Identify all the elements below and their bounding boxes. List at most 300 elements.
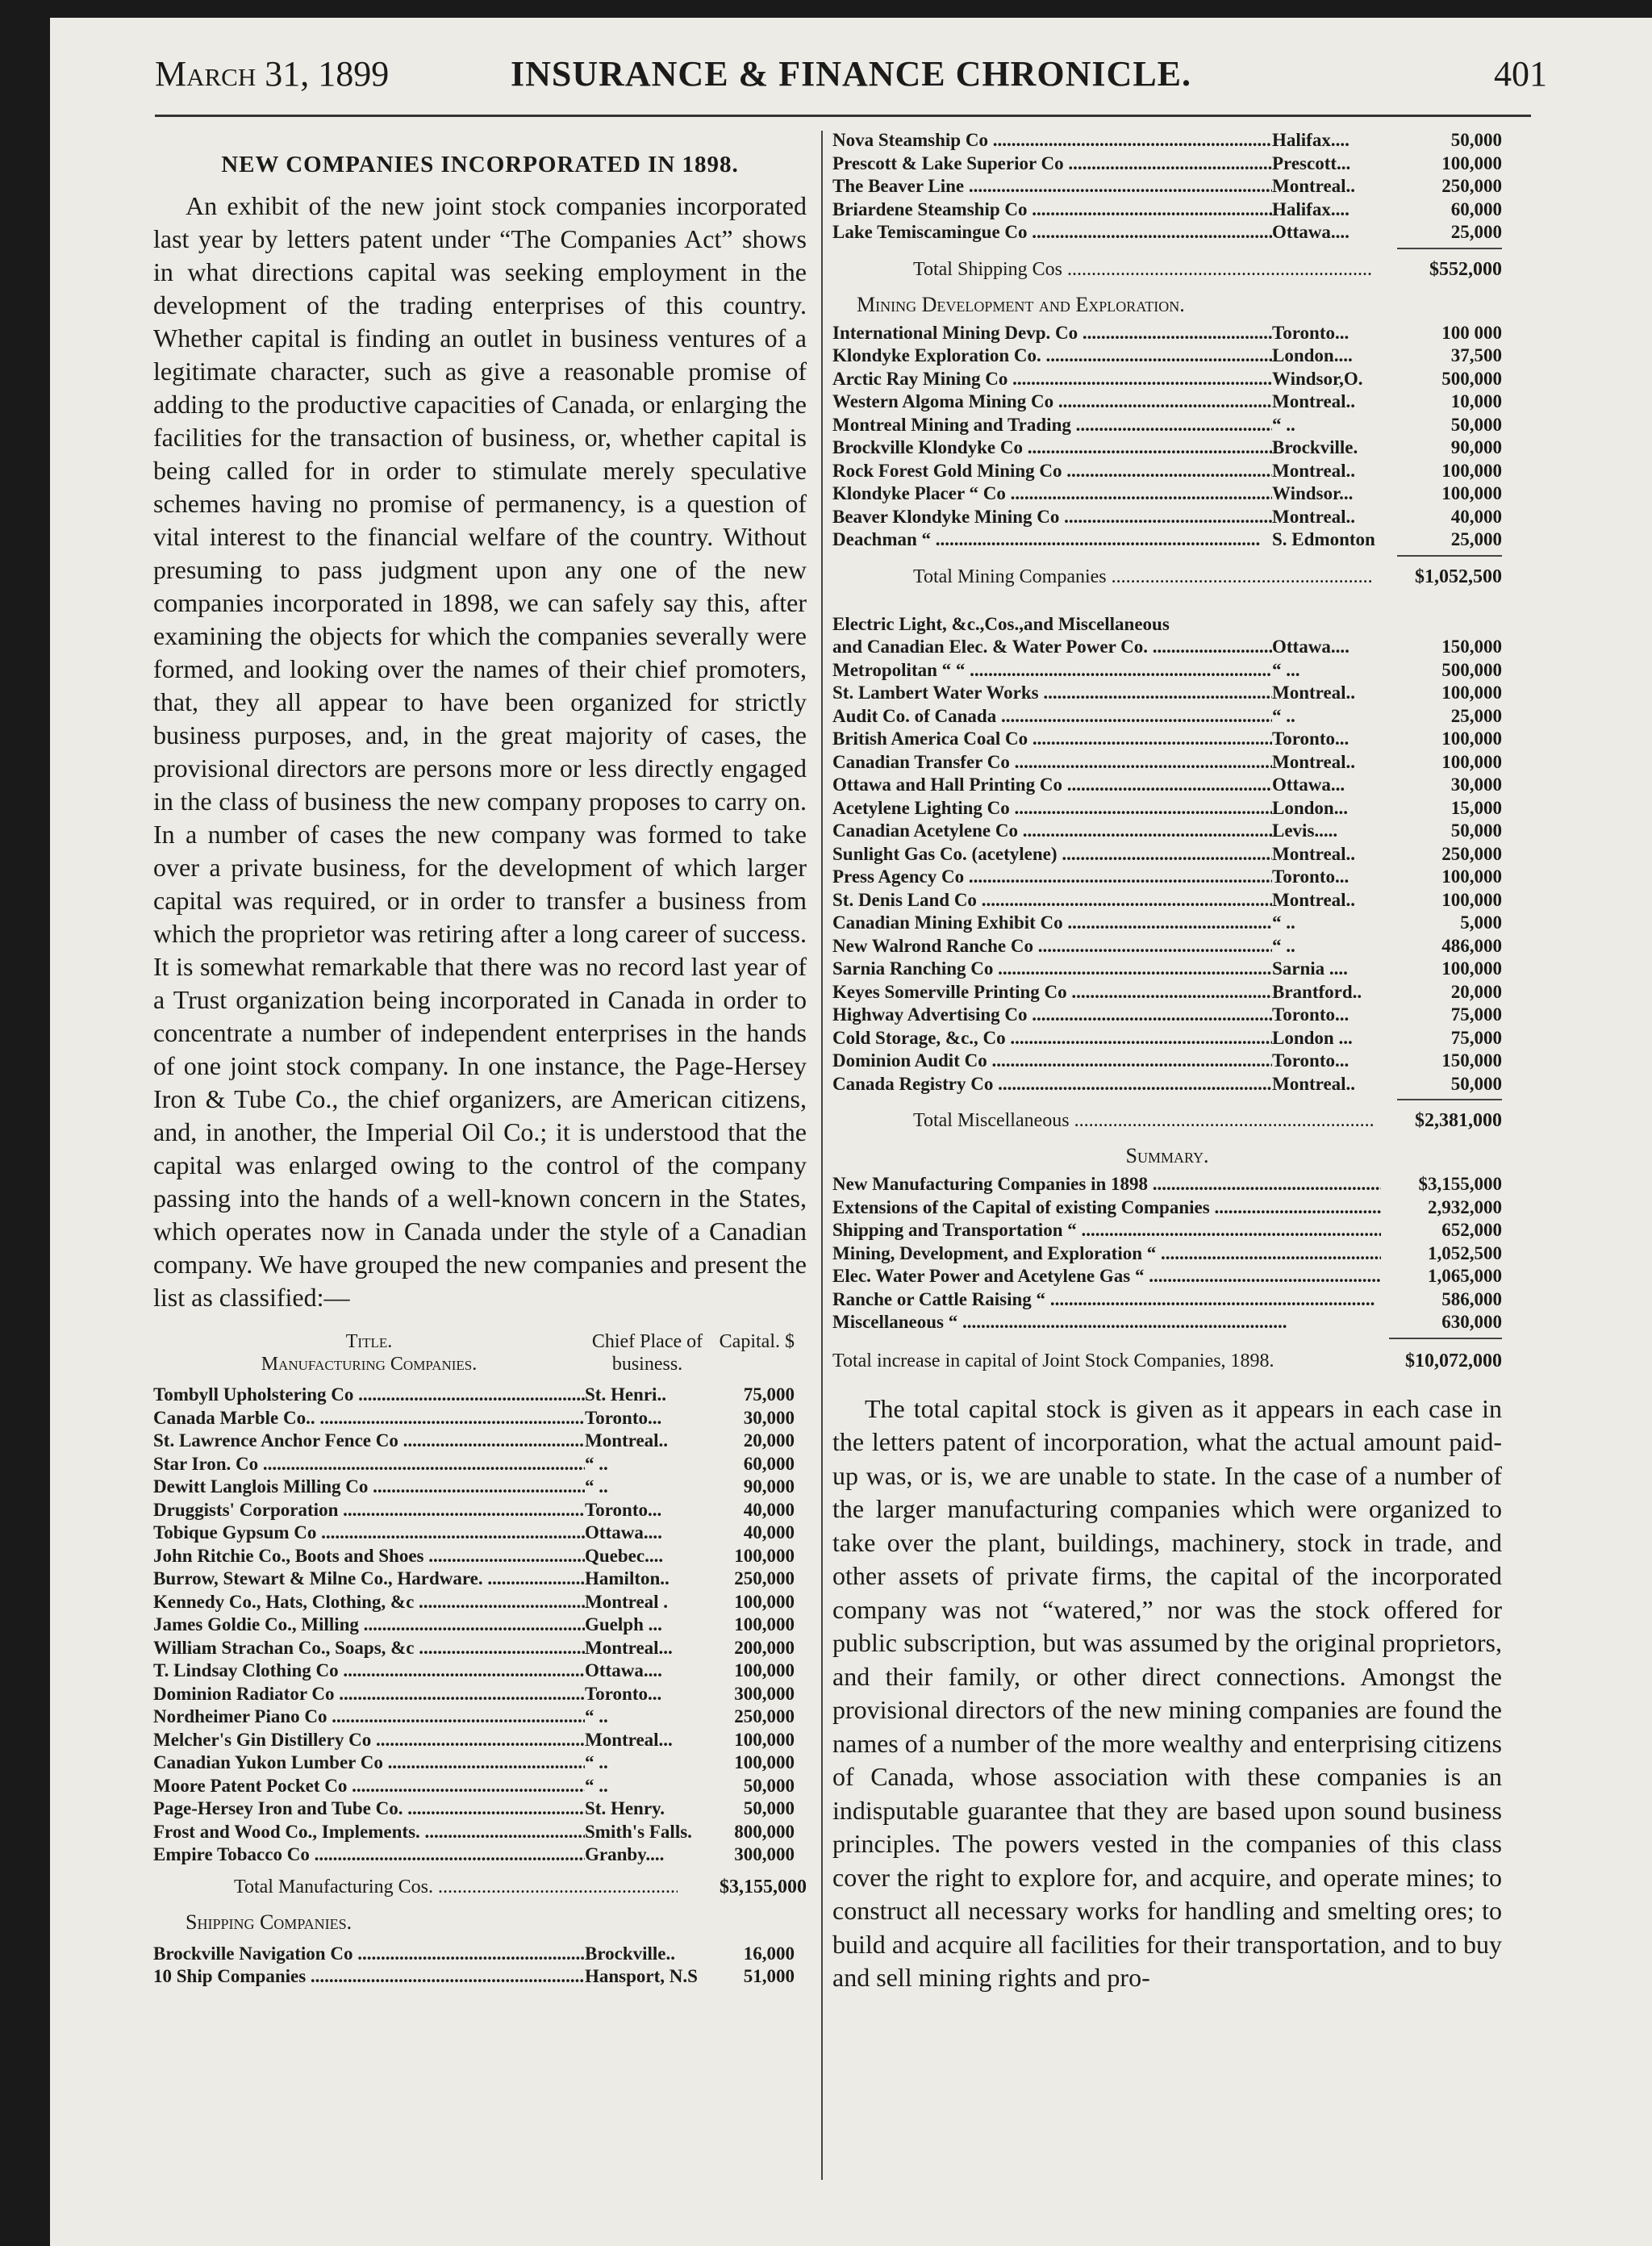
manufacturing-total	[153, 1875, 807, 1899]
company-name: T. Lindsay Clothing Co .....	[153, 1659, 585, 1683]
company-name: St. Lambert Water Works .....	[832, 682, 1272, 705]
place-of-business: Prescott...	[1272, 152, 1351, 173]
capital-value: 25,000	[1450, 705, 1502, 726]
company-name: Lake Temiscamingue Co .....	[832, 221, 1272, 244]
capital-value: 800,000	[734, 1821, 795, 1842]
place-of-business: St. Henri..	[585, 1384, 666, 1405]
place-of-business: Montreal...	[585, 1637, 673, 1658]
table-row	[832, 613, 1502, 637]
company-name: Press Agency Co .....	[832, 866, 1272, 889]
summary-total-value: $10,072,000	[1405, 1350, 1502, 1371]
place-of-business: “ ..	[1272, 935, 1295, 956]
table-row	[832, 889, 1502, 912]
table-row	[832, 528, 1502, 552]
place-of-business: Montreal..	[1272, 889, 1356, 910]
place-of-business: Halifax....	[1272, 198, 1350, 219]
place-of-business: Ottawa...	[1272, 774, 1345, 795]
issue-date: March 31, 1899	[155, 54, 390, 94]
capital-value	[1405, 613, 1502, 637]
company-name: Canadian Yukon Lumber Co .....	[153, 1751, 585, 1775]
table-row	[832, 728, 1502, 751]
company-name: Nova Steamship Co .....	[832, 129, 1272, 152]
company-name: 10 Ship Companies .....	[153, 1965, 585, 1989]
capital-value: $3,155,000	[1418, 1174, 1502, 1194]
company-name: Canada Marble Co.. .....	[153, 1407, 585, 1430]
table-row	[832, 506, 1502, 529]
capital-value: 630,000	[1441, 1312, 1502, 1332]
table-row	[153, 1384, 807, 1407]
place-of-business: Guelph ...	[585, 1614, 662, 1634]
company-name: Highway Advertising Co .....	[832, 1004, 1272, 1027]
capital-value: 100,000	[1441, 751, 1502, 772]
company-name: Audit Co. of Canada .....	[832, 705, 1272, 728]
capital-value: 25,000	[1450, 222, 1502, 242]
capital-value: 100,000	[1441, 152, 1502, 173]
company-name: Moore Patent Pocket Co .....	[153, 1775, 585, 1798]
capital-value: 30,000	[743, 1407, 795, 1428]
mining-heading: Mining Development and Exploration.	[857, 292, 1185, 316]
place-of-business: S. Edmonton	[1272, 529, 1375, 549]
table-row	[832, 912, 1502, 935]
total-value: $1,052,500	[1415, 566, 1502, 587]
left-column	[153, 136, 807, 1989]
place-of-business: Toronto...	[1272, 866, 1350, 887]
table-row	[153, 1499, 807, 1522]
capital-value: 51,000	[743, 1966, 795, 1986]
total-value: $3,155,000	[720, 1876, 807, 1897]
place-of-business: Windsor,O.	[1272, 368, 1363, 389]
header-title-label: Title.	[345, 1331, 393, 1352]
place-of-business: Montreal..	[1272, 176, 1356, 196]
capital-value: 100 000	[1441, 322, 1502, 343]
summary-total	[832, 1349, 1502, 1373]
company-name: Druggists' Corporation .....	[153, 1499, 585, 1522]
place-of-business: Montreal..	[1272, 843, 1356, 864]
table-row	[153, 1453, 807, 1476]
table-row	[153, 1751, 807, 1775]
capital-value: 100,000	[1441, 483, 1502, 503]
capital-value: 100,000	[1441, 958, 1502, 979]
table-row	[832, 866, 1502, 889]
company-name: New Manufacturing Companies in 1898 .....	[832, 1173, 1381, 1196]
column-header-capital: Capital. $	[719, 1331, 795, 1352]
place-of-business: London ...	[1272, 1027, 1353, 1048]
company-name: St. Denis Land Co .....	[832, 889, 1272, 912]
capital-value: 25,000	[1450, 529, 1502, 549]
place-of-business: Brockville..	[585, 1943, 676, 1964]
table-row	[832, 414, 1502, 437]
capital-value: 100,000	[734, 1729, 795, 1750]
company-name: Sunlight Gas Co. (acetylene) .....	[832, 843, 1272, 866]
table-row	[153, 1965, 807, 1989]
summary-list	[832, 1173, 1502, 1334]
place-of-business	[1272, 613, 1405, 637]
capital-value: 586,000	[1441, 1288, 1502, 1309]
header-rule	[155, 115, 1531, 117]
publication-title: INSURANCE & FINANCE CHRONICLE.	[510, 54, 1192, 94]
table-row	[832, 751, 1502, 774]
company-name: Tombyll Upholstering Co .....	[153, 1384, 585, 1407]
capital-value: 100,000	[734, 1752, 795, 1772]
table-row	[832, 1196, 1502, 1220]
capital-value: 250,000	[734, 1706, 795, 1726]
table-row	[153, 1591, 807, 1614]
place-of-business: Quebec....	[585, 1545, 664, 1566]
capital-value: 100,000	[1441, 460, 1502, 481]
company-name: Klondyke Exploration Co. .....	[832, 344, 1272, 368]
company-name: Western Algoma Mining Co .....	[832, 390, 1272, 414]
company-name: Sarnia Ranching Co .....	[832, 958, 1272, 981]
capital-value: 1,052,500	[1428, 1242, 1502, 1263]
company-name: Canadian Mining Exhibit Co .....	[832, 912, 1272, 935]
place-of-business: Montreal...	[585, 1729, 673, 1750]
table-row	[832, 482, 1502, 506]
place-of-business: London...	[1272, 797, 1348, 818]
table-row	[153, 1430, 807, 1453]
capital-value: 150,000	[1441, 1050, 1502, 1071]
place-of-business: Toronto...	[1272, 728, 1350, 749]
manufacturing-list	[153, 1384, 807, 1867]
company-name: Ottawa and Hall Printing Co .....	[832, 774, 1272, 797]
capital-value: 50,000	[1450, 1073, 1502, 1094]
capital-value: 40,000	[743, 1499, 795, 1520]
table-row	[832, 659, 1502, 683]
capital-value: 500,000	[1441, 368, 1502, 389]
capital-value: 100,000	[734, 1614, 795, 1634]
company-name: Acetylene Lighting Co .....	[832, 797, 1272, 820]
company-name: Burrow, Stewart & Milne Co., Hardware. .....	[153, 1568, 585, 1591]
capital-value: 20,000	[743, 1430, 795, 1451]
table-row	[832, 1311, 1502, 1334]
place-of-business: Brantford..	[1272, 981, 1362, 1002]
capital-value: 5,000	[1460, 912, 1502, 933]
table-row	[832, 368, 1502, 391]
mining-list	[832, 322, 1502, 552]
capital-value: 50,000	[1450, 414, 1502, 435]
place-of-business: Toronto...	[1272, 322, 1350, 343]
capital-value: 100,000	[734, 1660, 795, 1680]
table-row	[832, 1027, 1502, 1050]
place-of-business: Montreal..	[1272, 751, 1356, 772]
table-row	[832, 935, 1502, 958]
table-row	[153, 1659, 807, 1683]
table-row	[832, 636, 1502, 659]
place-of-business: Montreal..	[1272, 1073, 1356, 1094]
company-name: Prescott & Lake Superior Co .....	[832, 152, 1272, 176]
summary-sum-rule	[1389, 1338, 1502, 1339]
column-header-place: Chief Place of business.	[591, 1331, 703, 1375]
capital-value: 60,000	[1450, 198, 1502, 219]
company-name: Elec. Water Power and Acetylene Gas “ .....	[832, 1265, 1381, 1288]
table-row	[832, 175, 1502, 198]
total-label: Total Mining Companies .....	[832, 565, 1373, 589]
place-of-business: Brockville.	[1272, 437, 1358, 457]
shipping-list-left	[153, 1943, 807, 1989]
misc-sum-rule	[1397, 1099, 1502, 1100]
company-name: Kennedy Co., Hats, Clothing, &c .....	[153, 1591, 585, 1614]
capital-value: 50,000	[1450, 820, 1502, 841]
shipping-heading: Shipping Companies.	[186, 1910, 353, 1934]
place-of-business: “ ..	[1272, 414, 1295, 435]
company-name: British America Coal Co .....	[832, 728, 1272, 751]
place-of-business: Montreal..	[1272, 391, 1356, 411]
company-name: Beaver Klondyke Mining Co .....	[832, 506, 1272, 529]
table-row	[832, 958, 1502, 981]
place-of-business: Montreal..	[1272, 683, 1356, 703]
table-row	[832, 1050, 1502, 1073]
page-number: 401	[1494, 54, 1547, 94]
table-row	[832, 129, 1502, 152]
table-row	[832, 198, 1502, 222]
capital-value: 2,932,000	[1428, 1196, 1502, 1217]
company-name: Frost and Wood Co., Implements. .....	[153, 1821, 585, 1844]
place-of-business: “ ...	[1272, 659, 1300, 680]
capital-value: 250,000	[1441, 843, 1502, 864]
table-row	[832, 460, 1502, 483]
capital-value: 10,000	[1450, 391, 1502, 411]
capital-value: 37,500	[1450, 345, 1502, 365]
company-name: Melcher's Gin Distillery Co .....	[153, 1729, 585, 1752]
place-of-business: Montreal .	[585, 1591, 669, 1612]
place-of-business: Sarnia ....	[1272, 958, 1348, 979]
company-name: Extensions of the Capital of existing Companies .....	[832, 1196, 1381, 1220]
capital-value: 40,000	[743, 1522, 795, 1543]
place-of-business: “ ..	[585, 1706, 608, 1726]
table-row	[832, 797, 1502, 820]
table-row	[832, 774, 1502, 797]
place-of-business: Smith's Falls.	[585, 1821, 692, 1842]
place-of-business: Montreal..	[585, 1430, 669, 1451]
place-of-business: Toronto...	[585, 1407, 662, 1428]
place-of-business: Halifax....	[1272, 130, 1350, 150]
company-name: Empire Tobacco Co .....	[153, 1843, 585, 1867]
table-row	[153, 1821, 807, 1844]
capital-value: 100,000	[1441, 683, 1502, 703]
table-row	[832, 221, 1502, 244]
table-row	[153, 1614, 807, 1637]
article-paragraph: An exhibit of the new joint stock companies incorporated last year by letters patent under “The Companies Act” shows in what directions capital was seeking employment in the development of the trading enterprises of this country. Whether capital is finding an outlet in business ventures of a legitimate character, such as give a reasonable promise of adding to the productive capacities of Canada, or enlarging the facilities for the transaction of business, or, whether capital is being called for in order to stimulate merely speculative schemes having no promise of permanency, is a question of vital interest to the financial welfare of the country. Without presuming to pass judgment upon any one of the new companies incorporated in 1898, we can safely say this, after examining the objects for which the companies severally were formed, and looking over the names of their chief promoters, that, they all appear to have been organized for strictly business purposes, and, in the great majority of cases, the provisional directors are persons more or less directly engaged in the class of business the new company proposes to carry on. In a number of cases the new company was formed to take over a private business, for the development of which larger capital was required, or in order to transfer a business from which the proprietor was retiring after a long career of success. It is somewhat remarkable that there was no record last year of a Trust organization being incorporated in Canada in order to concentrate a number of independent enterprises in the hands of one joint stock company. In one instance, the Page-Hersey Iron & Tube Co., the chief organizers, are American citizens, and, in another, the Imperial Oil Co.; it is understood that the capital was enlarged owing to the control of the company passing into the hands of a well-known concern in the States, which operates now in Canada under the style of a Canadian company. We have grouped the new companies and present the list as classified:—	[153, 191, 807, 1312]
table-row	[832, 390, 1502, 414]
summary-total-label: Total increase in capital of Joint Stock Companies, 1898.	[832, 1350, 1274, 1371]
place-of-business: Windsor...	[1272, 483, 1354, 503]
capital-value: 652,000	[1441, 1220, 1502, 1240]
table-row	[832, 322, 1502, 345]
table-row	[153, 1943, 807, 1966]
place-of-business: Ottawa....	[585, 1660, 662, 1680]
table-row	[153, 1843, 807, 1867]
capital-value: 50,000	[743, 1798, 795, 1818]
miscellaneous-list	[832, 613, 1502, 1096]
place-of-business: Ottawa....	[1272, 222, 1350, 242]
total-value: $552,000	[1429, 258, 1502, 280]
right-column	[832, 129, 1502, 1995]
company-name: Miscellaneous “ .....	[832, 1311, 1381, 1334]
company-name: St. Lawrence Anchor Fence Co .....	[153, 1430, 585, 1453]
company-name: Brockville Navigation Co .....	[153, 1943, 585, 1966]
place-of-business: London....	[1272, 345, 1353, 365]
capital-value: 90,000	[743, 1476, 795, 1497]
place-of-business: “ ..	[585, 1453, 608, 1474]
table-row	[153, 1545, 807, 1568]
company-name: Dominion Radiator Co .....	[153, 1683, 585, 1706]
mining-total	[832, 565, 1502, 589]
shipping-list-right	[832, 129, 1502, 244]
table-row	[832, 1219, 1502, 1242]
company-name: Briardene Steamship Co .....	[832, 198, 1272, 222]
table-row	[832, 1004, 1502, 1027]
company-name: James Goldie Co., Milling .....	[153, 1614, 585, 1637]
table-row	[153, 1729, 807, 1752]
place-of-business: Ottawa....	[1272, 637, 1350, 657]
table-row	[832, 1242, 1502, 1266]
table-row	[832, 344, 1502, 368]
article-title: NEW COMPANIES INCORPORATED IN 1898.	[221, 152, 739, 177]
capital-value: 75,000	[1450, 1004, 1502, 1025]
place-of-business: “ ..	[1272, 912, 1295, 933]
company-name: Electric Light, &c.,Cos.,and Miscellaneous	[832, 613, 1170, 634]
table-row	[832, 1073, 1502, 1096]
place-of-business: “ ..	[1272, 705, 1295, 726]
company-name: Metropolitan “ “ .....	[832, 659, 1272, 683]
company-name: William Strachan Co., Soaps, &c .....	[153, 1637, 585, 1660]
capital-value: 300,000	[734, 1683, 795, 1704]
place-of-business: Toronto...	[1272, 1050, 1350, 1071]
company-name: John Ritchie Co., Boots and Shoes .....	[153, 1545, 585, 1568]
company-name: Canadian Acetylene Co .....	[832, 820, 1272, 843]
company-name: Dewitt Langlois Milling Co .....	[153, 1476, 585, 1499]
capital-value: 1,065,000	[1428, 1266, 1502, 1286]
capital-value: 100,000	[734, 1591, 795, 1612]
article-paragraph-continued: The total capital stock is given as it appears in each case in the letters patent of incorporation, what the actual amount paid-up was, or is, we are unable to state. In the case of a number of the larger manufacturing companies which were organized to take over the plant, buildings, machinery, stock in trade, and other assets of private firms, the capital of the incorporated company was not “watered,” nor was the stock offered for public subscription, but was assumed by the original proprietors, and their family, or other direct connections. Amongst the provisional directors of the new mining companies are found the names of a number of the more wealthy and enterprising citizens of Canada, whose association with these companies is an indisputable guarantee that they are based upon sound business principles. The powers vested in the companies of this class cover the right to explore for, and acquire, and operate mines; to construct all necessary works for handling and smelting ores; to build and acquire all facilities for their transportation, and to buy and sell mining rights and pro-	[832, 1393, 1502, 1992]
table-row	[153, 1476, 807, 1499]
company-name: International Mining Devp. Co .....	[832, 322, 1272, 345]
table-row	[153, 1797, 807, 1821]
capital-value: 75,000	[743, 1384, 795, 1405]
capital-value: 200,000	[734, 1637, 795, 1658]
capital-value: 100,000	[1441, 866, 1502, 887]
table-row	[832, 1265, 1502, 1288]
capital-value: 300,000	[734, 1844, 795, 1864]
place-of-business: St. Henry.	[585, 1798, 665, 1818]
table-row	[153, 1683, 807, 1706]
place-of-business: Levis.....	[1272, 820, 1338, 841]
company-name: Page-Hersey Iron and Tube Co. .....	[153, 1797, 585, 1821]
company-name: Keyes Somerville Printing Co .....	[832, 981, 1272, 1004]
company-name: Cold Storage, &c., Co .....	[832, 1027, 1272, 1050]
capital-value: 100,000	[734, 1545, 795, 1566]
table-row	[153, 1775, 807, 1798]
company-name: Arctic Ray Mining Co .....	[832, 368, 1272, 391]
place-of-business: Toronto...	[1272, 1004, 1350, 1025]
place-of-business: “ ..	[585, 1752, 608, 1772]
capital-value: 20,000	[1450, 981, 1502, 1002]
page-header	[155, 53, 1547, 110]
capital-value: 90,000	[1450, 437, 1502, 457]
table-row	[832, 436, 1502, 460]
place-of-business: Toronto...	[585, 1499, 662, 1520]
place-of-business: Hansport, N.S	[585, 1966, 698, 1986]
capital-value: 40,000	[1450, 506, 1502, 527]
table-row	[832, 1173, 1502, 1196]
summary-heading: Summary.	[1125, 1144, 1209, 1167]
company-name: Canada Registry Co .....	[832, 1073, 1272, 1096]
manufacturing-heading: Manufacturing Companies.	[261, 1354, 478, 1375]
capital-value: 250,000	[1441, 176, 1502, 196]
company-name: Rock Forest Gold Mining Co .....	[832, 460, 1272, 483]
total-label: Total Manufacturing Cos. .....	[153, 1875, 678, 1899]
capital-value: 60,000	[743, 1453, 795, 1474]
place-of-business: Toronto...	[585, 1683, 662, 1704]
place-of-business: “ ..	[585, 1775, 608, 1796]
table-row	[832, 682, 1502, 705]
place-of-business: Hamilton..	[585, 1568, 670, 1588]
capital-value: 50,000	[1450, 130, 1502, 150]
company-name: Tobique Gypsum Co .....	[153, 1522, 585, 1545]
company-name: Ranche or Cattle Raising “ .....	[832, 1288, 1381, 1312]
capital-value: 16,000	[743, 1943, 795, 1964]
table-row	[832, 152, 1502, 176]
company-name: Nordheimer Piano Co .....	[153, 1705, 585, 1729]
column-divider	[821, 131, 823, 2180]
table-row	[153, 1407, 807, 1430]
company-name: Canadian Transfer Co .....	[832, 751, 1272, 774]
table-row	[832, 843, 1502, 866]
total-label: Total Miscellaneous .....	[832, 1108, 1373, 1133]
company-name: Montreal Mining and Trading .....	[832, 414, 1272, 437]
company-name: The Beaver Line .....	[832, 175, 1272, 198]
list-column-headers	[153, 1330, 807, 1376]
place-of-business: Montreal..	[1272, 506, 1356, 527]
table-row	[153, 1637, 807, 1660]
table-row	[832, 981, 1502, 1004]
capital-value: 100,000	[1441, 889, 1502, 910]
table-row	[153, 1705, 807, 1729]
capital-value: 486,000	[1441, 935, 1502, 956]
table-row	[832, 820, 1502, 843]
company-name: and Canadian Elec. & Water Power Co. .....	[832, 636, 1272, 659]
shipping-sum-rule	[1397, 248, 1502, 249]
capital-value: 250,000	[734, 1568, 795, 1588]
capital-value: 50,000	[743, 1775, 795, 1796]
place-of-business: “ ..	[585, 1476, 608, 1497]
company-name: Dominion Audit Co .....	[832, 1050, 1272, 1073]
table-row	[153, 1522, 807, 1545]
company-name: Mining, Development, and Exploration “ .....	[832, 1242, 1381, 1266]
company-name: Deachman “ .....	[832, 528, 1272, 552]
total-label: Total Shipping Cos .....	[832, 257, 1373, 282]
company-name: Klondyke Placer “ Co .....	[832, 482, 1272, 506]
column-header-title	[153, 1330, 585, 1376]
company-name: Brockville Klondyke Co .....	[832, 436, 1272, 460]
capital-value: 15,000	[1450, 797, 1502, 818]
capital-value: 75,000	[1450, 1027, 1502, 1048]
capital-value: 500,000	[1441, 659, 1502, 680]
company-name: Shipping and Transportation “ .....	[832, 1219, 1381, 1242]
capital-value: 150,000	[1441, 637, 1502, 657]
place-of-business: Granby....	[585, 1844, 665, 1864]
table-row	[153, 1568, 807, 1591]
mining-sum-rule	[1397, 555, 1502, 557]
capital-value: 30,000	[1450, 774, 1502, 795]
table-row	[832, 705, 1502, 728]
capital-value: 100,000	[1441, 728, 1502, 749]
miscellaneous-total	[832, 1108, 1502, 1133]
place-of-business: Ottawa....	[585, 1522, 662, 1543]
place-of-business: Montreal..	[1272, 460, 1356, 481]
total-value: $2,381,000	[1415, 1110, 1502, 1131]
company-name: Star Iron. Co .....	[153, 1453, 585, 1476]
company-name: New Walrond Ranche Co .....	[832, 935, 1272, 958]
